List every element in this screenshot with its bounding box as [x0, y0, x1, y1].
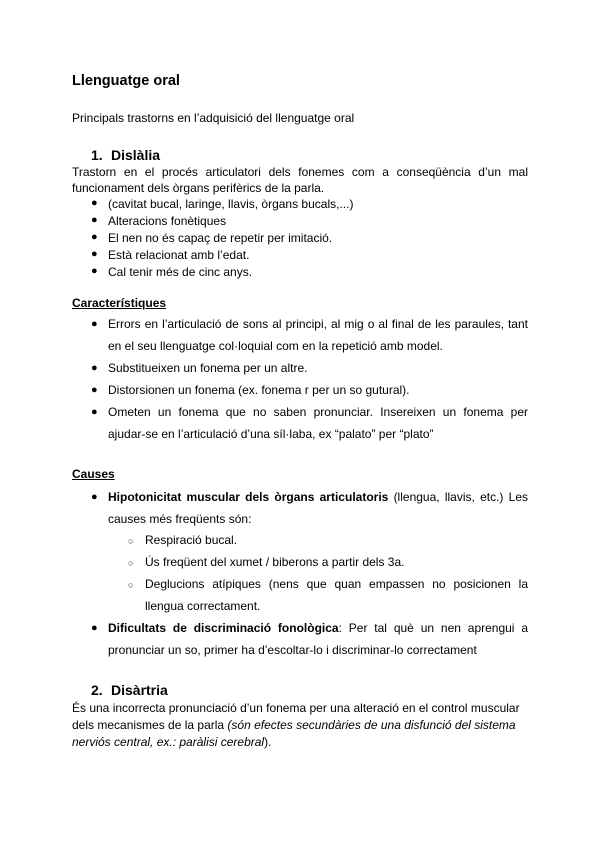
page-title: Llenguatge oral	[72, 73, 180, 89]
bullet-icon: ●	[91, 622, 98, 634]
section-heading-disartria	[91, 682, 168, 698]
caracteristiques-list	[91, 313, 528, 445]
list-item: ● Alteracions fonètiques	[91, 214, 227, 228]
subsection-heading-causes: Causes	[72, 467, 115, 481]
cause-title: Dificultats de discriminació fonològica	[108, 621, 339, 635]
bullet-icon: ●	[91, 265, 98, 277]
section-heading-dislalia	[91, 147, 160, 163]
bullet-icon: ●	[91, 491, 98, 503]
causes-sub-list	[128, 529, 528, 617]
list-item: ● Està relacionat amb l’edat.	[91, 248, 250, 262]
list-item: ● Dificultats de discriminació fonològica: Per tal què un nen aprengui a pronunciar un so, primer ha d’escoltar-lo i discriminar-lo correctament	[108, 617, 528, 661]
dislalia-definition-line1: Trastorn en el procés articulatori dels fonemes com a conseqüència d’un mal	[72, 165, 528, 179]
causes-list-2	[91, 617, 528, 661]
circle-bullet-icon: ○	[128, 536, 134, 546]
dislalia-definition-line2: funcionament dels òrgans perifèrics de la parla.	[72, 181, 325, 195]
list-item: ● Hipotonicitat muscular dels òrgans articulatoris (llengua, llavis, etc.) Les causes més freqüents són:	[108, 486, 528, 530]
circle-bullet-icon: ○	[128, 558, 134, 568]
circle-bullet-icon: ○	[128, 580, 134, 590]
list-item: ● Distorsionen un fonema (ex. fonema r per un so gutural).	[108, 379, 528, 401]
section-number: 1.	[91, 147, 103, 163]
bullet-icon: ●	[91, 384, 98, 396]
bullet-icon: ●	[91, 248, 98, 260]
list-item: ● (cavitat bucal, laringe, llavis, òrgans bucals,...)	[91, 197, 354, 211]
bullet-icon: ●	[91, 197, 98, 209]
causes-list	[91, 486, 528, 530]
list-item: ○ Respiració bucal.	[145, 529, 528, 551]
section-number: 2.	[91, 682, 103, 698]
list-item: ● Substitueixen un fonema per un altre.	[108, 357, 528, 379]
subsection-heading-caracteristiques: Característiques	[72, 296, 167, 310]
list-item: ● Errors en l’articulació de sons al principi, al mig o al final de les paraules, tant en el seu llenguatge col·loquial com en la repetició amb model.	[108, 313, 528, 357]
dislalia-list	[91, 197, 528, 282]
section-title: Dislàlia	[111, 147, 161, 163]
disartria-definition: És una incorrecta pronunciació d’un fonema per una alteració en el control muscular dels mecanismes de la parla (són efectes secundàries de una disfunció del sistema nerviós central, ex.: paràlisi cerebral).	[72, 701, 520, 749]
bullet-icon: ●	[91, 214, 98, 226]
page-subtitle: Principals trastorns en l’adquisició del llenguatge oral	[72, 111, 355, 125]
list-item: ● Cal tenir més de cinc anys.	[91, 265, 253, 279]
bullet-icon: ●	[91, 231, 98, 243]
bullet-icon: ●	[91, 318, 98, 330]
list-item: ● El nen no és capaç de repetir per imitació.	[91, 231, 333, 245]
section-title: Disàrtria	[111, 682, 168, 698]
cause-title: Hipotonicitat muscular dels òrgans articulatoris	[108, 490, 389, 504]
bullet-icon: ●	[91, 406, 98, 418]
list-item: ○ Deglucions atípiques (nens que quan empassen no posicionen la llengua correctament.	[145, 573, 528, 617]
bullet-icon: ●	[91, 362, 98, 374]
list-item: ○ Ús freqüent del xumet / biberons a partir dels 3a.	[145, 551, 528, 573]
list-item: ● Ometen un fonema que no saben pronunciar. Insereixen un fonema per ajudar-se en l’articulació d’una síl·laba, ex “palato” per “plato”	[108, 401, 528, 445]
